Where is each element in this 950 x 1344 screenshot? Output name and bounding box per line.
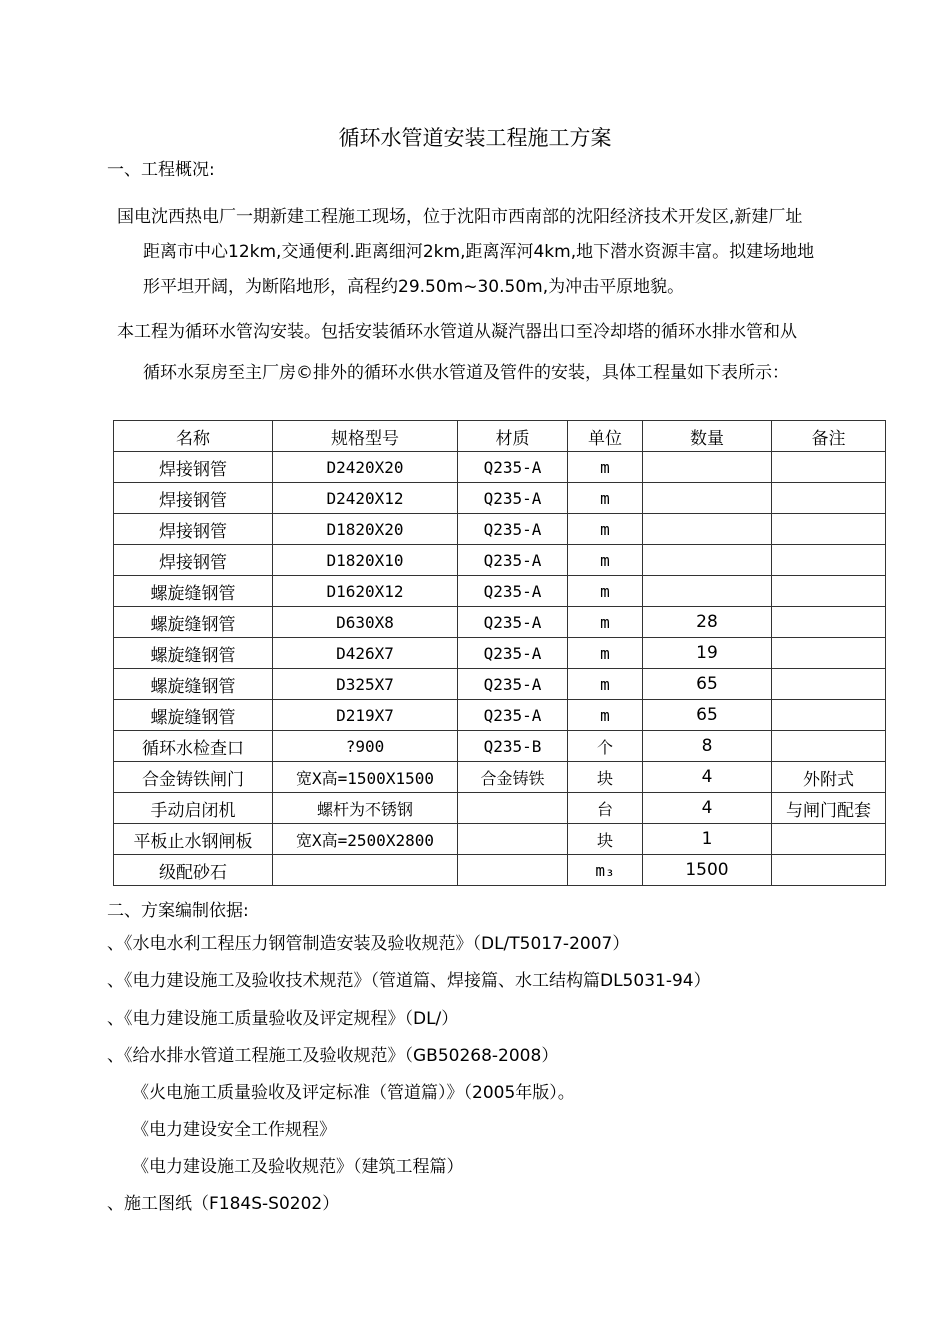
cell-unit: 台 [568, 793, 643, 824]
reference-item: 、施工图纸（F184S-S0202） [107, 1194, 340, 1214]
cell-quantity: 4 [643, 762, 772, 793]
cell-quantity [643, 576, 772, 607]
cell-quantity: 1500 [643, 855, 772, 886]
cell-remark [772, 824, 886, 855]
cell-material: Q235-A [458, 545, 568, 576]
overview-paragraph-2 [117, 312, 797, 394]
header-unit: 单位 [568, 421, 643, 452]
cell-remark [772, 452, 886, 483]
cell-spec: D1820X20 [273, 514, 458, 545]
table-row [114, 669, 886, 700]
cell-remark [772, 514, 886, 545]
paragraph-line: 形平坦开阔，为断陷地形，高程约29.50m~30.50m,为冲击平原地貌。 [143, 277, 685, 297]
cell-remark [772, 855, 886, 886]
table-row [114, 700, 886, 731]
cell-quantity [643, 514, 772, 545]
reference-item: 、《电力建设施工及验收技术规范》（管道篇、焊接篇、水工结构篇DL5031-94） [107, 971, 711, 991]
cell-material: Q235-A [458, 576, 568, 607]
cell-name: 焊接钢管 [114, 452, 273, 483]
cell-spec: D325X7 [273, 669, 458, 700]
cell-name: 平板止水钢闸板 [114, 824, 273, 855]
cell-quantity: 28 [643, 607, 772, 638]
cell-spec: 宽X高=1500X1500 [273, 762, 458, 793]
cell-spec: D1820X10 [273, 545, 458, 576]
cell-remark: 外附式 [772, 762, 886, 793]
reference-item: 《电力建设安全工作规程》 [132, 1120, 336, 1140]
table-row [114, 607, 886, 638]
section-1-heading: 一、工程概况: [107, 160, 215, 180]
reference-item: 《电力建设施工及验收规范》（建筑工程篇） [132, 1157, 464, 1177]
cell-quantity [643, 452, 772, 483]
cell-quantity: 65 [643, 700, 772, 731]
cell-name: 焊接钢管 [114, 514, 273, 545]
cell-material: Q235-A [458, 452, 568, 483]
cell-unit: m [568, 669, 643, 700]
cell-spec: D426X7 [273, 638, 458, 669]
cell-name: 合金铸铁闸门 [114, 762, 273, 793]
cell-spec: D2420X12 [273, 483, 458, 514]
cell-material: Q235-A [458, 638, 568, 669]
paragraph-line: 距离市中心12km,交通便利.距离细河2km,距离浑河4km,地下潜水资源丰富。拟建场地地 [143, 242, 815, 262]
cell-unit: 块 [568, 824, 643, 855]
table-header-row [114, 421, 886, 452]
cell-quantity: 1 [643, 824, 772, 855]
cell-quantity: 8 [643, 731, 772, 762]
header-remark: 备注 [772, 421, 886, 452]
header-spec: 规格型号 [273, 421, 458, 452]
cell-name: 级配砂石 [114, 855, 273, 886]
cell-unit: m [568, 483, 643, 514]
header-material: 材质 [458, 421, 568, 452]
table-row [114, 576, 886, 607]
table-row [114, 638, 886, 669]
cell-name: 焊接钢管 [114, 483, 273, 514]
table-row [114, 483, 886, 514]
cell-name: 焊接钢管 [114, 545, 273, 576]
reference-item: 、《水电水利工程压力钢管制造安装及验收规范》（DL/T5017-2007） [107, 934, 630, 954]
table-row [114, 855, 886, 886]
cell-spec: D630X8 [273, 607, 458, 638]
reference-item: 、《电力建设施工质量验收及评定规程》（DL/） [107, 1009, 459, 1029]
reference-item: 《火电施工质量验收及评定标准（管道篇）》（2005年版）。 [132, 1083, 575, 1103]
cell-remark [772, 700, 886, 731]
cell-material: Q235-A [458, 483, 568, 514]
cell-remark [772, 545, 886, 576]
cell-remark [772, 607, 886, 638]
cell-unit: 个 [568, 731, 643, 762]
table-row [114, 452, 886, 483]
cell-name: 螺旋缝钢管 [114, 607, 273, 638]
cell-material: Q235-B [458, 731, 568, 762]
cell-remark [772, 483, 886, 514]
cell-spec: D2420X20 [273, 452, 458, 483]
cell-name: 循环水检查口 [114, 731, 273, 762]
cell-quantity [643, 483, 772, 514]
overview-paragraph-1 [117, 200, 814, 305]
cell-name: 螺旋缝钢管 [114, 576, 273, 607]
cell-unit: m [568, 576, 643, 607]
paragraph-line: 循环水泵房至主厂房©排外的循环水供水管道及管件的安装，具体工程量如下表所示： [143, 363, 789, 383]
cell-spec: ?900 [273, 731, 458, 762]
table-row [114, 731, 886, 762]
section-2-heading: 二、方案编制依据: [107, 901, 249, 921]
cell-quantity: 4 [643, 793, 772, 824]
cell-spec: 螺杆为不锈钢 [273, 793, 458, 824]
cell-remark [772, 669, 886, 700]
cell-quantity: 19 [643, 638, 772, 669]
page-title: 循环水管道安装工程施工方案 [338, 126, 612, 150]
header-quantity: 数量 [643, 421, 772, 452]
cell-unit: m [568, 638, 643, 669]
cell-name: 螺旋缝钢管 [114, 669, 273, 700]
quantities-table [113, 420, 886, 886]
table-row [114, 545, 886, 576]
cell-material: 合金铸铁 [458, 762, 568, 793]
cell-material [458, 824, 568, 855]
cell-material [458, 855, 568, 886]
table-row [114, 762, 886, 793]
cell-name: 手动启闭机 [114, 793, 273, 824]
cell-quantity: 65 [643, 669, 772, 700]
cell-unit: m [568, 545, 643, 576]
cell-unit: m [568, 514, 643, 545]
table-row [114, 824, 886, 855]
cell-material: Q235-A [458, 607, 568, 638]
cell-name: 螺旋缝钢管 [114, 638, 273, 669]
cell-spec [273, 855, 458, 886]
cell-spec: 宽X高=2500X2800 [273, 824, 458, 855]
cell-material: Q235-A [458, 669, 568, 700]
cell-unit: m [568, 452, 643, 483]
cell-unit: m [568, 607, 643, 638]
cell-unit: 块 [568, 762, 643, 793]
cell-unit: m [568, 700, 643, 731]
paragraph-line: 本工程为循环水管沟安装。包括安装循环水管道从凝汽器出口至冷却塔的循环水排水管和从 [117, 322, 797, 342]
cell-remark [772, 638, 886, 669]
cell-name: 螺旋缝钢管 [114, 700, 273, 731]
header-name: 名称 [114, 421, 273, 452]
cell-remark: 与闸门配套 [772, 793, 886, 824]
table-row [114, 514, 886, 545]
cell-unit: m₃ [568, 855, 643, 886]
table-row [114, 793, 886, 824]
cell-material: Q235-A [458, 700, 568, 731]
paragraph-line: 国电沈西热电厂一期新建工程施工现场，位于沈阳市西南部的沈阳经济技术开发区,新建厂址 [117, 207, 803, 227]
cell-remark [772, 731, 886, 762]
cell-material [458, 793, 568, 824]
cell-material: Q235-A [458, 514, 568, 545]
reference-item: 、《给水排水管道工程施工及验收规范》（GB50268-2008） [107, 1046, 559, 1066]
cell-spec: D1620X12 [273, 576, 458, 607]
cell-quantity [643, 545, 772, 576]
cell-remark [772, 576, 886, 607]
cell-spec: D219X7 [273, 700, 458, 731]
